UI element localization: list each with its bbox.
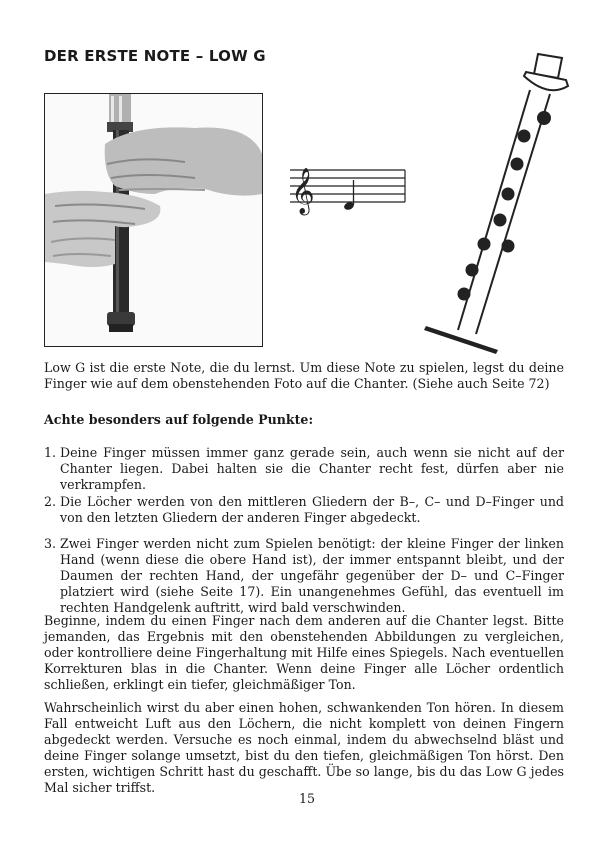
page-title: DER ERSTE NOTE – LOW G bbox=[44, 47, 266, 65]
list-item-text: Deine Finger müssen immer ganz gerade sein, auch wenn sie nicht auf der Chanter liegen. Dabei halten sie die Chanter recht fest, dürfen aber nie verkrampfen. bbox=[60, 445, 564, 492]
list-item bbox=[44, 494, 564, 526]
points-heading: Achte besonders auf folgende Punkte: bbox=[44, 412, 314, 427]
intro-paragraph: Low G ist die erste Note, die du lernst. Um diese Note zu spielen, legst du deine Finger wie auf dem obenstehenden Foto auf die Chanter. (Siehe auch Seite 72) bbox=[44, 360, 564, 391]
page-number: 15 bbox=[298, 791, 316, 806]
list-item-text: Zwei Finger werden nicht zum Spielen benötigt: der kleine Finger der linken Hand (wenn diese die obere Hand ist), der immer entspannt bleibt, und der Daumen der rechten Hand, der ungefähr gegenüber der D– und C–Finger platziert wird (siehe Seite 17). Ein unangenehmes Gefühl, das eventuell im rechten Handgelenk auftritt, wird bald verschwinden. bbox=[60, 536, 564, 615]
list-item-number: 3. bbox=[44, 536, 57, 551]
list-item-number: 2. bbox=[44, 494, 57, 509]
svg-text:𝄞: 𝄞 bbox=[291, 168, 315, 214]
list-item-text: Die Löcher werden von den mittleren Gliedern der B–, C– und D–Finger und von den letzten Gliedern der anderen Finger abgedeckt. bbox=[60, 494, 564, 525]
chanter-fingering-diagram bbox=[420, 50, 570, 364]
list-item-number: 1. bbox=[44, 445, 57, 460]
paragraph-troubleshoot: Wahrscheinlich wirst du aber einen hohen, schwankenden Ton hören. In diesem Fall entweicht Luft aus den Löchern, die nicht komplett von deinen Fingern abgedeckt werden. Versuche es noch einmal, indem du abwechselnd bläst und deine Finger solange umsetzt, bist du den tiefen, gleichmäßigen Ton hörst. Den ersten, wichtigen Schritt hast du geschafft. Übe so lange, bis du das Low G jedes Mal sicher triffst. bbox=[44, 700, 564, 795]
list-item bbox=[44, 445, 564, 493]
paragraph-practice: Beginne, indem du einen Finger nach dem anderen auf die Chanter legst. Bitte jemanden, das Ergebnis mit den obenstehenden Abbildungen zu vergleichen, oder kontrolliere deine Fingerhaltung mit Hilfe eines Spiegels. Nach eventuellen Korrekturen blas in die Chanter. Wenn deine Finger alle Löcher ordentlich schließen, erklingt ein tiefer, gleichmäßiger Ton. bbox=[44, 613, 564, 692]
hands-on-chanter-photo bbox=[44, 93, 263, 347]
list-item bbox=[44, 536, 564, 616]
music-staff-low-g bbox=[285, 160, 410, 224]
